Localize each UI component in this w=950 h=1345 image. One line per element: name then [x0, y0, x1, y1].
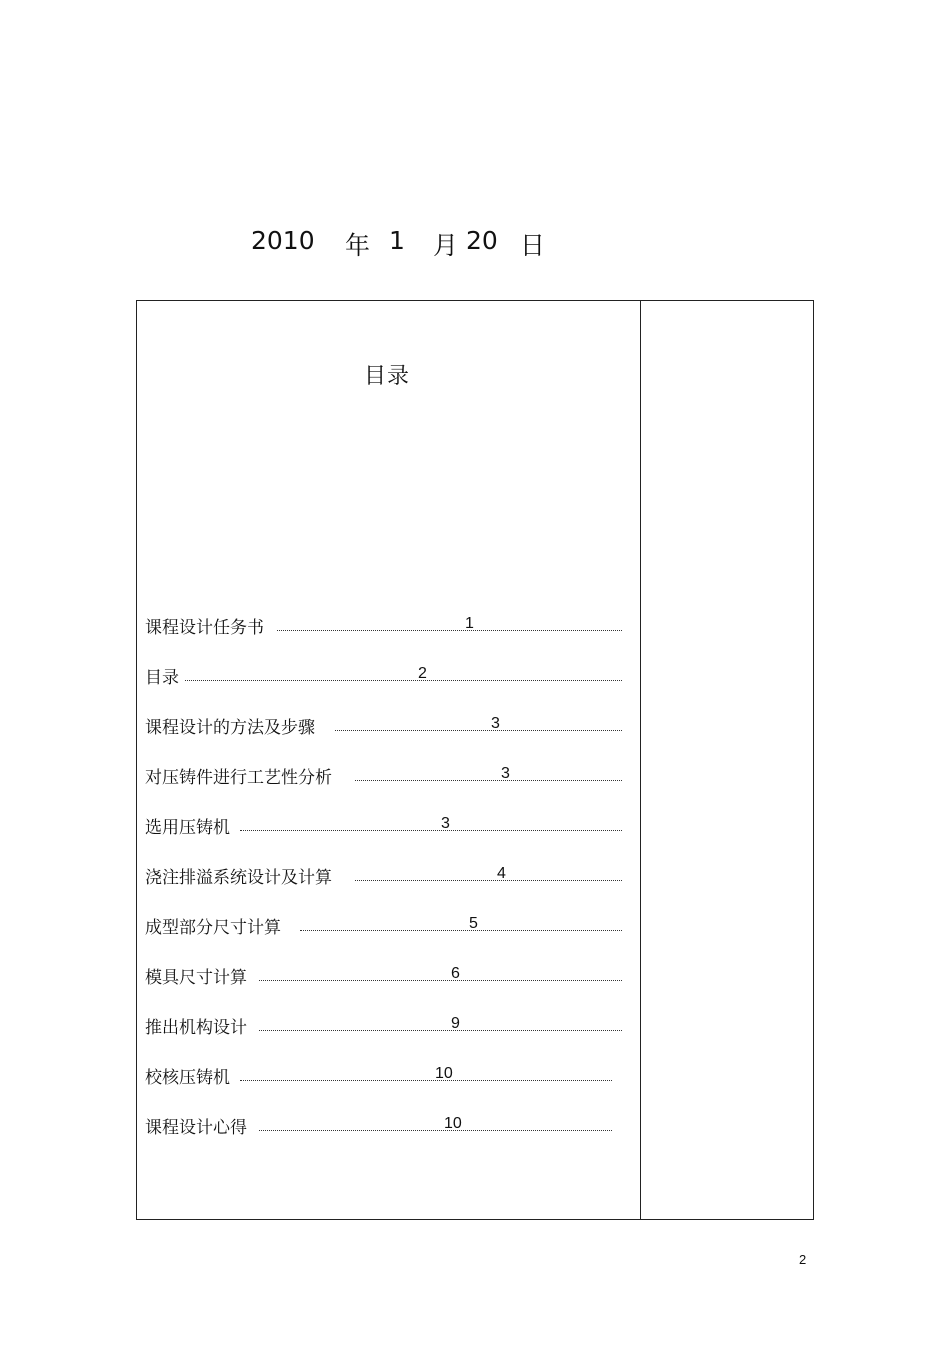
- toc-entry-label: 选用压铸机: [145, 818, 230, 838]
- date-day: 20: [466, 226, 498, 255]
- toc-entry-label: 成型部分尺寸计算: [145, 918, 281, 938]
- dot-leader: [185, 680, 622, 681]
- date-month-char: 月: [433, 231, 459, 260]
- dot-leader: [259, 1030, 622, 1031]
- toc-entry-label: 校核压铸机: [145, 1068, 230, 1088]
- toc-entry-page: 10: [444, 1115, 462, 1132]
- dot-leader: [335, 730, 622, 731]
- toc-entry-page: 9: [451, 1015, 460, 1032]
- date-year: 2010: [251, 226, 315, 255]
- table-column-divider: [640, 301, 641, 1219]
- toc-entry-label: 推出机构设计: [145, 1018, 247, 1038]
- toc-table: [136, 300, 814, 1220]
- dot-leader: [240, 1080, 612, 1081]
- date-month: 1: [389, 226, 405, 255]
- dot-leader: [259, 980, 622, 981]
- toc-entry-page: 1: [465, 615, 474, 632]
- dot-leader: [300, 930, 622, 931]
- dot-leader: [240, 830, 622, 831]
- page-number: 2: [799, 1252, 807, 1267]
- toc-entry-label: 浇注排溢系统设计及计算: [145, 868, 332, 888]
- toc-title: 目录: [363, 364, 410, 389]
- date-day-char: 日: [520, 231, 546, 260]
- toc-entry-label: 课程设计任务书: [145, 618, 264, 638]
- toc-entry-label: 对压铸件进行工艺性分析: [145, 768, 332, 788]
- dot-leader: [355, 880, 622, 881]
- toc-entry-label: 课程设计心得: [145, 1118, 247, 1138]
- toc-entry-label: 目录: [145, 668, 179, 688]
- toc-entry-label: 课程设计的方法及步骤: [145, 718, 315, 738]
- dot-leader: [277, 630, 622, 631]
- dot-leader: [355, 780, 622, 781]
- dot-leader: [259, 1130, 612, 1131]
- date-year-char: 年: [345, 231, 371, 260]
- toc-entry-page: 4: [497, 865, 506, 882]
- toc-entry-page: 3: [441, 815, 450, 832]
- date-line: [0, 226, 950, 260]
- toc-entry-page: 2: [418, 665, 427, 682]
- toc-entry-page: 6: [451, 965, 460, 982]
- toc-entry-label: 模具尺寸计算: [145, 968, 247, 988]
- toc-entry-page: 10: [435, 1065, 453, 1082]
- toc-entry-page: 3: [501, 765, 510, 782]
- toc-entry-page: 3: [491, 715, 500, 732]
- toc-entry-page: 5: [469, 915, 478, 932]
